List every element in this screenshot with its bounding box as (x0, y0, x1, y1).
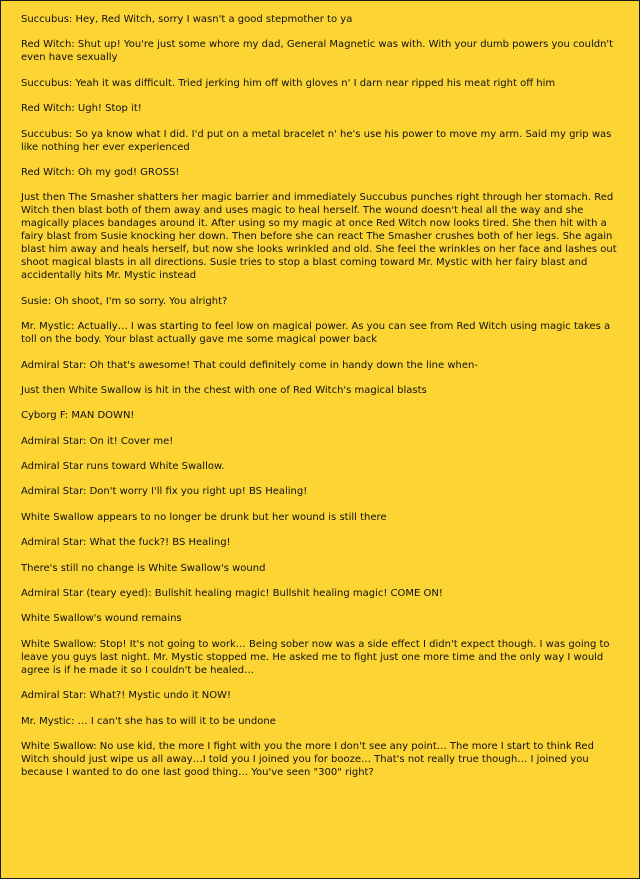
dialogue-line: Red Witch: Shut up! You're just some whore my dad, General Magnetic was with. With your dumb powers you couldn't even have sexually (21, 39, 614, 64)
narration-paragraph: There's still no change is White Swallow's wound (21, 562, 266, 574)
narration-paragraph: White Swallow's wound remains (21, 613, 182, 625)
narration-paragraph: Admiral Star runs toward White Swallow. (21, 461, 225, 473)
dialogue-line: Admiral Star: Oh that's awesome! That could definitely come in handy down the line when- (21, 359, 478, 371)
dialogue-line: Admiral Star: What?! Mystic undo it NOW! (21, 690, 231, 702)
story-text (21, 13, 625, 791)
dialogue-line: White Swallow: No use kid, the more I fight with you the more I don't see any point… The more I start to think Red Witch should just wipe us all away…I told you I joined you for booze… That's not really true though… I joined you because I wanted to do one last good thing… You've seen "300" right? (21, 740, 594, 778)
dialogue-line: Cyborg F: MAN DOWN! (21, 410, 135, 422)
dialogue-line: Admiral Star: On it! Cover me! (21, 435, 174, 447)
dialogue-line: Succubus: So ya know what I did. I'd put on a metal bracelet n' he's use his power to move my arm. Said my grip was like nothing her ever experienced (21, 128, 612, 153)
dialogue-line: Admiral Star: Don't worry I'll fix you right up! BS Healing! (21, 486, 308, 498)
dialogue-line: Succubus: Hey, Red Witch, sorry I wasn't a good stepmother to ya (21, 14, 353, 25)
dialogue-line: Succubus: Yeah it was difficult. Tried jerking him off with gloves n' I darn near ripped his meat right off him (21, 77, 556, 89)
dialogue-line: Admiral Star (teary eyed): Bullshit healing magic! Bullshit healing magic! COME ON! (21, 588, 443, 600)
dialogue-line: Susie: Oh shoot, I'm so sorry. You alright? (21, 295, 228, 307)
dialogue-line: Red Witch: Ugh! Stop it! (21, 103, 142, 115)
dialogue-line: Mr. Mystic: … I can't she has to will it to be undone (21, 715, 276, 727)
dialogue-line: Admiral Star: What the fuck?! BS Healing! (21, 537, 231, 549)
dialogue-line: Mr. Mystic: Actually… I was starting to feel low on magical power. As you can see from Red Witch using magic takes a toll on the body. Your blast actually gave me some magical power back (21, 321, 611, 346)
dialogue-line: White Swallow: Stop! It's not going to work… Being sober now was a side effect I didn't expect though. I was going to leave you guys last night. Mr. Mystic stopped me. He asked me to fight just one more time and the only way I would agree is if he made it so I couldn't be healed… (21, 638, 610, 676)
narration-paragraph: White Swallow appears to no longer be drunk but her wound is still there (21, 511, 387, 523)
narration-paragraph: Just then The Smasher shatters her magic barrier and immediately Succubus punches right through her stomach. Red Witch then blast both of them away and uses magic to heal herself. The wound doesn't heal all the way and she magically places bandages around it. After using so my magic at once Red Witch now looks tired. She then hit with a fairy blast from Susie knocking her down. Then before she can react The Smasher crushes both of her legs. She again blast him away and heals herself, but now she looks wrinkled and old. She feel the wrinkles on her face and lashes out shoot magical blasts in all directions. Susie tries to stop a blast coming toward Mr. Mystic with her fairy blast and accidentally hits Mr. Mystic instead (21, 192, 617, 282)
dialogue-line: Red Witch: Oh my god! GROSS! (21, 166, 180, 178)
narration-paragraph: Just then White Swallow is hit in the chest with one of Red Witch's magical blasts (21, 384, 427, 396)
